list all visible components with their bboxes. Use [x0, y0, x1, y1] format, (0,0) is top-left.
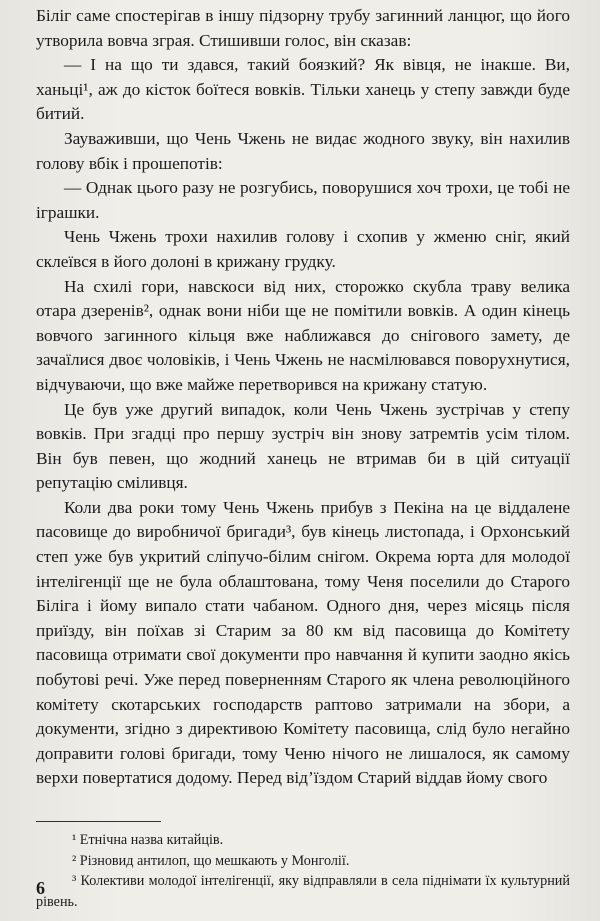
footnote-divider [36, 821, 161, 822]
footnote: ¹ Етнічна назва китайців. [72, 832, 224, 848]
paragraph: Чень Чжень трохи нахилив голову і схопив у жменю сніг, який склеївся в його долоні в крижану грудку. [36, 227, 570, 271]
paragraph: Це був уже другий випадок, коли Чень Чжень зустрічав у степу вовків. При згадці про першу зустріч він знову затремтів усім тілом. Він був певен, що жодний ханець не втримав би в цій ситуації репутацію сміливця. [36, 399, 570, 493]
paragraph: Біліг саме спостерігав в іншу підзорну трубу загинний ланцюг, що його утворила вовча зграя. Стишивши голос, він сказав: [36, 6, 570, 50]
paragraph: На схилі гори, навскоси від них, сторожко скубла траву велика отара дзеренів², однак вони ніби ще не помітили вовків. А один кінець вовчого загинного кільця вже наближався до снігового замету, де зачаїлися двоє чоловіків, і Чень Чжень не насмілювався поворухнутися, відчуваючи, що вже майже перетворився на крижану статую. [36, 276, 570, 394]
footnote: ³ Колективи молодої інтелігенції, яку відправляли в села піднімати їх культурний рівень. [36, 873, 570, 910]
paragraph: — І на що ти здався, такий боязкий? Як вівця, не інакше. Ви, ханьці¹, аж до кісток боїтеся вовків. Тільки ханець у степу завжди буде битий. [36, 55, 570, 124]
page-number: 6 [36, 878, 45, 898]
footnotes [36, 830, 570, 912]
paragraph: Коли два роки тому Чень Чжень прибув з Пекіна на це віддалене пасовище до виробничої бригади³, був кінець листопада, і Орхонський степ уже був укритий сліпучо-білим снігом. Окрема юрта для молодої інтелігенції ще не була облаштована, тому Ченя поселили до Старого Біліга і йому випало стати чабаном. Одного дня, через місяць після приїзду, він поїхав зі Старим за 80 км від пасовища до Комітету пасовища отримати свої документи про навчання й купити заодно якісь побутові речі. Уже перед поверненням Старого як члена революційного комітету скотарських господарств раптово затримали на збори, а документи, згідно з директивою Комітету пасовища, слід було негайно доправити голові бригади, тому Ченю нічого не лишалося, як самому верхи повертатися додому. Перед від’їздом Старий віддав йому свого [36, 497, 570, 788]
paragraph: Зауваживши, що Чень Чжень не видає жодного звуку, він нахилив голову вбік і прошепотів: [36, 128, 570, 173]
body-text [36, 4, 570, 791]
footnote: ² Різновид антилоп, що мешкають у Монголії. [72, 852, 350, 869]
paragraph: — Однак цього разу не розгубись, поворушися хоч трохи, це тобі не іграшки. [36, 178, 570, 222]
